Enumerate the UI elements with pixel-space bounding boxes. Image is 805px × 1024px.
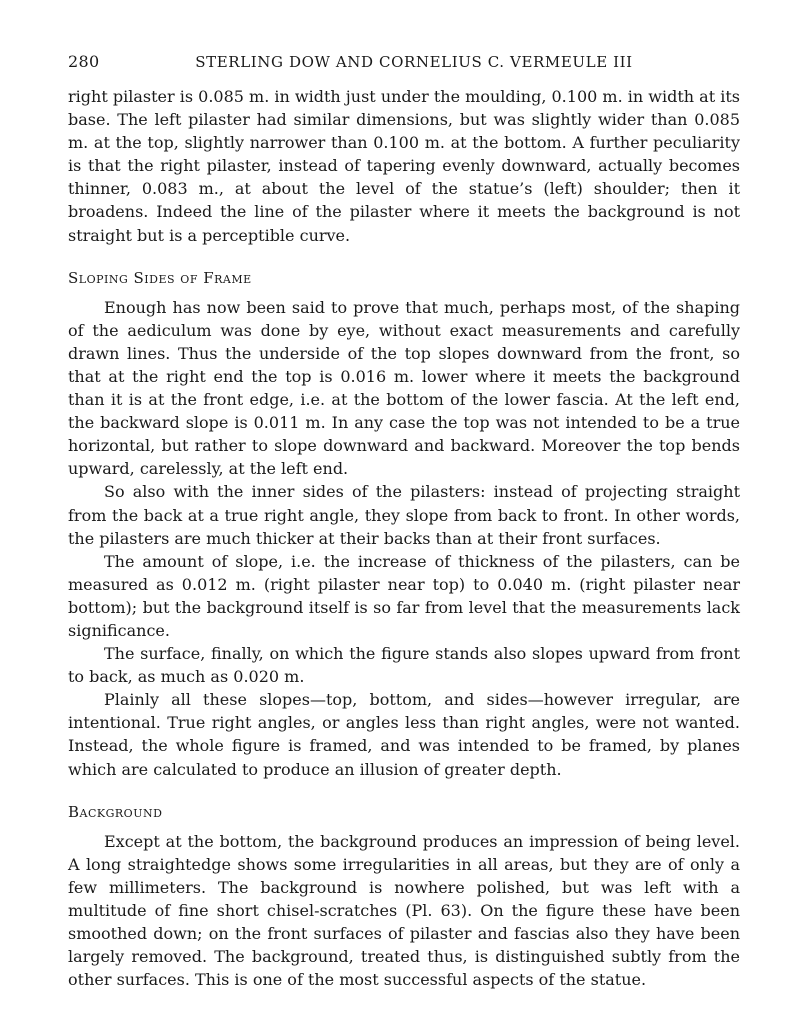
page-number: 280	[68, 52, 100, 71]
running-head	[68, 52, 740, 71]
running-title: STERLING DOW AND CORNELIUS C. VERMEULE III	[195, 53, 633, 71]
paragraph: The surface, finally, on which the figure stands also slopes upward from front to back, as much as 0.020 m.	[68, 644, 740, 687]
section-heading-background: Background	[68, 802, 163, 821]
paragraph: Except at the bottom, the background produces an impression of being level. A long straightedge shows some irregularities in all areas, but they are of only a few millimeters. The background is nowhere polished, but was left with a multitude of fine short chisel-scratches (Pl. 63). On the figure these have been smoothed down; on the front surfaces of pilaster and fascias also they have been largely removed. The background, treated thus, is distinguished subtly from the other surfaces. This is one of the most successful aspects of the statue.	[68, 831, 740, 990]
section-heading-sloping-sides: Sloping Sides of Frame	[68, 268, 252, 287]
paragraph: So also with the inner sides of the pilasters: instead of projecting straight from the back at a true right angle, they slope from back to front. In other words, the pilasters are much thicker at their backs than at their front surfaces.	[68, 482, 740, 548]
paragraph: The amount of slope, i.e. the increase of thickness of the pilasters, can be measured as 0.012 m. (right pilaster near top) to 0.040 m. (right pilaster near bottom); but the background itself is so far from level that the measurements lack significance.	[68, 551, 740, 640]
intro-paragraph: right pilaster is 0.085 m. in width just under the moulding, 0.100 m. in width at its base. The left pilaster had similar dimensions, but was slightly wider than 0.085 m. at the top, slightly narrower than 0.100 m. at the bottom. A further peculiarity is that the right pilaster, instead of tapering evenly downward, actually becomes thinner, 0.083 m., at about the level of the statue’s (left) shoulder; then it broadens. Indeed the line of the pilaster where it meets the background is not straight but is a perceptible curve.	[68, 87, 740, 245]
paragraph: Plainly all these slopes—top, bottom, and sides—however irregular, are intentional. True right angles, or angles less than right angles, were not wanted. Instead, the whole figure is framed, and was intended to be framed, by planes which are calculated to produce an illusion of greater depth.	[68, 690, 740, 779]
paragraph: Enough has now been said to prove that much, perhaps most, of the shaping of the aediculum was done by eye, without exact measurements and carefully drawn lines. Thus the underside of the top slopes downward from the front, so that at the right end the top is 0.016 m. lower where it meets the background than it is at the front edge, i.e. at the bottom of the lower fascia. At the left end, the backward slope is 0.011 m. In any case the top was not intended to be a true horizontal, but rather to slope downward and backward. Moreover the top bends upward, carelessly, at the left end.	[68, 297, 740, 479]
document-page	[68, 52, 740, 991]
